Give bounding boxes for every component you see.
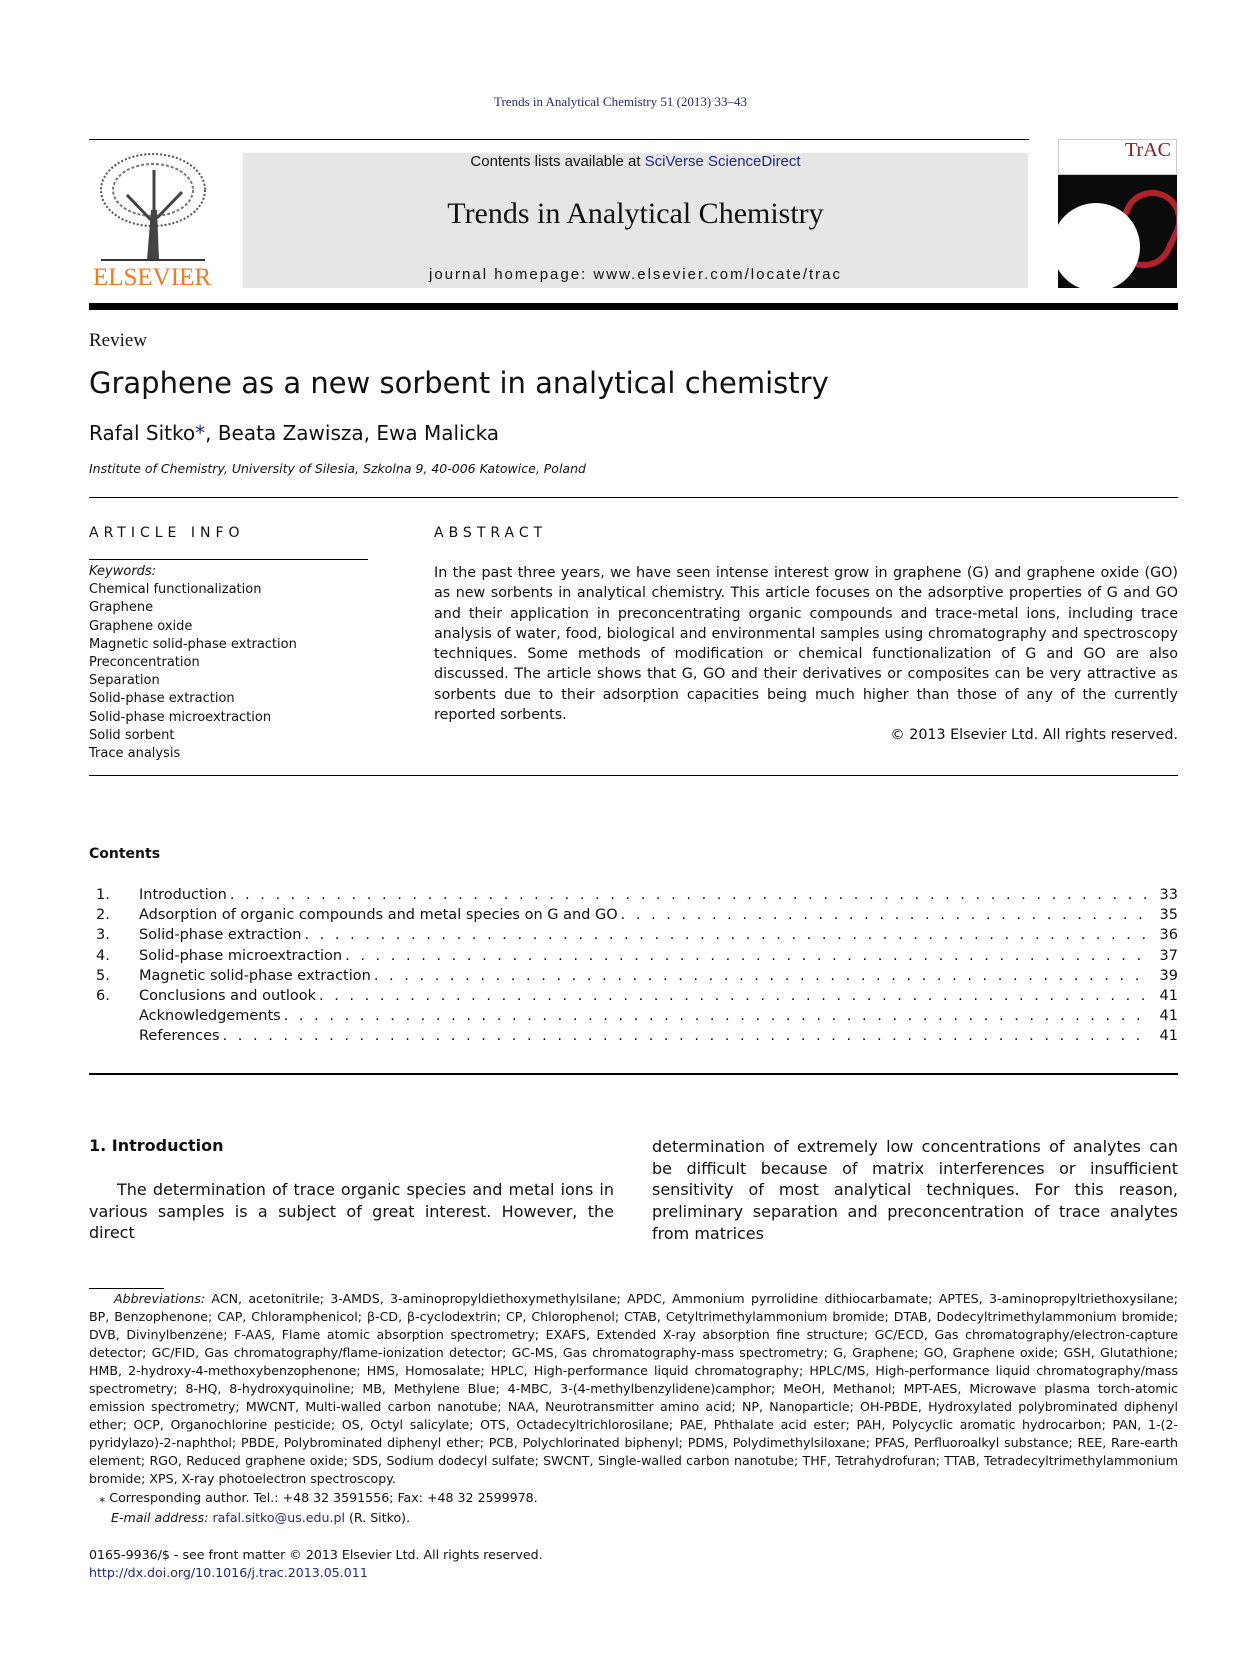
contents-prefix: Contents lists available at: [470, 153, 645, 170]
toc-label[interactable]: Solid-phase extraction: [139, 927, 302, 944]
author-primary: Rafal Sitko: [89, 421, 196, 445]
toc-leader: [316, 986, 1150, 1006]
toc-label[interactable]: Introduction: [139, 887, 227, 903]
article-type: Review: [89, 330, 148, 351]
issn-block: [89, 1546, 543, 1582]
keyword: Preconcentration: [89, 655, 200, 671]
cover-logo: TrAC: [1125, 139, 1171, 161]
toc-number: 3.: [96, 927, 110, 944]
keyword: Trace analysis: [89, 746, 181, 762]
doi-link[interactable]: http://dx.doi.org/10.1016/j.trac.2013.05.011: [89, 1565, 368, 1580]
toc-page: 36: [1159, 927, 1178, 944]
journal-title: Trends in Analytical Chemistry: [447, 197, 824, 230]
toc-page: 33: [1159, 887, 1178, 903]
toc-leader: [342, 946, 1150, 966]
journal-reference-link[interactable]: Trends in Analytical Chemistry 51 (2013) 33–43: [493, 94, 747, 109]
keywords-list: [89, 563, 297, 763]
intro-text-left: The determination of trace organic species and metal ions in various samples is a subject of great interest. However, the direct: [89, 1180, 614, 1243]
journal-cover-image: [1058, 139, 1177, 288]
toc-number: [89, 1006, 137, 1026]
section-heading-introduction: 1. Introduction: [89, 1136, 224, 1155]
header-thick-bar: [89, 303, 1178, 310]
keyword: Solid sorbent: [89, 727, 175, 743]
toc-item[interactable]: [89, 966, 1178, 986]
keyword: Solid-phase microextraction: [89, 709, 272, 725]
footnote-rule: [89, 1288, 164, 1289]
toc-page: 41: [1159, 1008, 1178, 1025]
email-label: E-mail address:: [111, 1510, 213, 1525]
article-title: Graphene as a new sorbent in analytical chemistry: [89, 366, 829, 400]
article-info-heading: ARTICLE INFO: [89, 525, 245, 541]
author-list: [89, 421, 499, 445]
toc-number: 6.: [96, 988, 110, 1005]
divider: [89, 1073, 1178, 1075]
abstract-text: In the past three years, we have seen intense interest grow in graphene (G) and graphene oxide (GO) as new sorbents in analytical chemistry. This article focuses on the adsorptive properties of G and GO and their application in preconcentrating organic compounds and trace-metal ions, including trace analysis of water, food, biological and environmental samples using chromatography and spectroscopy techniques. Some methods of modification or chemical functionalization of G and GO are also discussed. The article shows that G, GO and their derivatives or composites can be very attractive as sorbents due to their adsorption capacities being much higher than those of any of the currently reported sorbents.: [434, 565, 1178, 724]
toc-label[interactable]: Adsorption of organic compounds and metal species on G and GO: [139, 907, 618, 924]
contents-heading: Contents: [89, 846, 161, 862]
toc-label[interactable]: Conclusions and outlook: [139, 988, 316, 1005]
issn-text: 0165-9936/$ - see front matter © 2013 Elsevier Ltd. All rights reserved.: [89, 1547, 543, 1562]
divider: [89, 775, 1178, 776]
elsevier-wordmark: ELSEVIER: [92, 264, 212, 291]
toc-page: 41: [1159, 1028, 1178, 1045]
toc-label[interactable]: Magnetic solid-phase extraction: [139, 967, 371, 984]
corresponding-text: Corresponding author. Tel.: +48 32 3591556; Fax: +48 32 2599978.: [105, 1490, 538, 1505]
email-link[interactable]: rafal.sitko@us.edu.pl: [212, 1510, 345, 1525]
toc-leader: [618, 905, 1150, 925]
toc-label[interactable]: References: [139, 1028, 220, 1045]
abstract: [434, 563, 1178, 746]
toc-page: 39: [1159, 967, 1178, 984]
toc-page: 35: [1159, 907, 1178, 924]
toc-item[interactable]: [89, 905, 1178, 925]
keyword: Magnetic solid-phase extraction: [89, 636, 297, 652]
toc-label[interactable]: Acknowledgements: [139, 1008, 281, 1025]
abstract-copyright: © 2013 Elsevier Ltd. All rights reserved.: [890, 727, 1178, 744]
journal-homepage[interactable]: journal homepage: www.elsevier.com/locate/trac: [429, 266, 842, 283]
toc-leader: [220, 1026, 1150, 1046]
toc-item[interactable]: [89, 925, 1178, 945]
contents-availability: [243, 153, 1028, 170]
toc-item[interactable]: [89, 986, 1178, 1006]
divider: [89, 497, 1178, 498]
toc-leader: [301, 925, 1150, 945]
sciencedirect-link[interactable]: SciVerse ScienceDirect: [644, 153, 801, 170]
toc-number: 2.: [96, 907, 110, 924]
toc-leader: [371, 966, 1150, 986]
toc-number: 4.: [96, 947, 110, 964]
toc-leader: [281, 1006, 1150, 1026]
abbreviations-footnote: [89, 1290, 1178, 1488]
toc-item[interactable]: [89, 885, 1178, 905]
footnote-mark: ⁎: [99, 1490, 106, 1505]
toc-item[interactable]: [89, 946, 1178, 966]
intro-text-right: determination of extremely low concentrations of analytes can be difficult because of matrix interferences or insufficient sensitivity of most analytical techniques. For this reason, preliminary separation and preconcentration of trace analytes from matrices: [652, 1137, 1178, 1243]
toc-page: 41: [1159, 988, 1178, 1005]
keywords-label: Keywords:: [89, 564, 157, 579]
toc-page: 37: [1159, 947, 1178, 964]
corresponding-author-footnote: [89, 1488, 538, 1528]
affiliation: Institute of Chemistry, University of Silesia, Szkolna 9, 40-006 Katowice, Poland: [89, 461, 586, 476]
abbreviations-label: Abbreviations:: [114, 1291, 206, 1306]
corresponding-author-mark[interactable]: *: [195, 421, 206, 445]
toc-number: 5.: [96, 967, 110, 984]
toc-number: [89, 1026, 137, 1046]
toc-leader: [227, 885, 1150, 905]
keyword: Graphene oxide: [89, 618, 193, 634]
toc-item[interactable]: [89, 1026, 1178, 1046]
toc-item[interactable]: [89, 1006, 1178, 1026]
elsevier-logo: [89, 150, 215, 292]
keyword: Graphene: [89, 600, 154, 616]
coauthors: , Beata Zawisza, Ewa Malicka: [205, 421, 500, 445]
keyword: Separation: [89, 673, 160, 689]
keyword: Solid-phase extraction: [89, 691, 235, 707]
table-of-contents: [89, 885, 1178, 1047]
keyword: Chemical functionalization: [89, 582, 262, 598]
email-suffix: (R. Sitko).: [344, 1510, 411, 1525]
journal-header-box: [243, 153, 1028, 288]
toc-label[interactable]: Solid-phase microextraction: [139, 947, 343, 964]
divider: [89, 559, 368, 560]
abbreviations-text: ACN, acetonitrile; 3-AMDS, 3-aminopropyldiethoxymethylsilane; APDC, Ammonium pyrrolidine dithiocarbamate; APTES, 3-aminopropyltriethoxysilane; BP, Benzophenone; CAP, Chloramphenicol; β-CD, β-cyclodextrin; CP, Chlorophenol; CTAB, Cetyltrimethylammonium bromide; DTAB, Dodecyltrimethylammonium bromide; DVB, Divinylbenzene; F-AAS, Flame atomic absorption spectrometry; EXAFS, Extended X-ray absorption fine structure; GC/ECD, Gas chromatography/electron-capture detector; GC/FID, Gas chromatography/flame-ionization detector; GC-MS, Gas chromatography-mass spectrometry; G, Graphene; GO, Graphene oxide; GSH, Glutathione; HMB, 2-hydroxy-4-methoxybenzophenone; HMS, Homosalate; HPLC, High-performance liquid chromatography; HPLC/MS, High-performance liquid chromatography/mass spectrometry; 8-HQ, 8-hydroxyquinoline; MB, Methylene Blue; 4-MBC, 3-(4-methylbenzylidene)camphor; MeOH, Methanol; MPT-AES, Microwave plasma torch-atomic emission spectrometry; MWCNT, Multi-walled carbon nanotube; NAA, Neurotransmitter amino acid; NP, Nanoparticle; OH-PBDE, Hydroxylated polybrominated diphenyl ether; OCP, Organochlorine pesticide; OS, Octyl salicylate; OTS, Octadecyltrichlorosilane; PAE, Phthalate acid ester; PAH, Polycyclic aromatic hydrocarbon; PAN, 1-(2-pyridylazo)-2-naphthol; PBDE, Polybrominated diphenyl ether; PCB, Polychlorinated biphenyl; PDMS, Polydimethylsiloxane; PFAS, Perfluoroalkyl substance; REE, Rare-earth element; RGO, Reduced graphene oxide; SDS, Sodium dodecyl sulfate; SWCNT, Single-walled carbon nanotube; THF, Tetrahydrofuran; TTAB, Tetradecyltrimethylammonium bromide; XPS, X-ray photoelectron spectroscopy.: [89, 1291, 1178, 1486]
header-top-rule: [89, 139, 1029, 140]
toc-number: 1.: [96, 887, 110, 903]
elsevier-tree-icon: [97, 150, 209, 262]
abstract-heading: ABSTRACT: [434, 525, 548, 541]
